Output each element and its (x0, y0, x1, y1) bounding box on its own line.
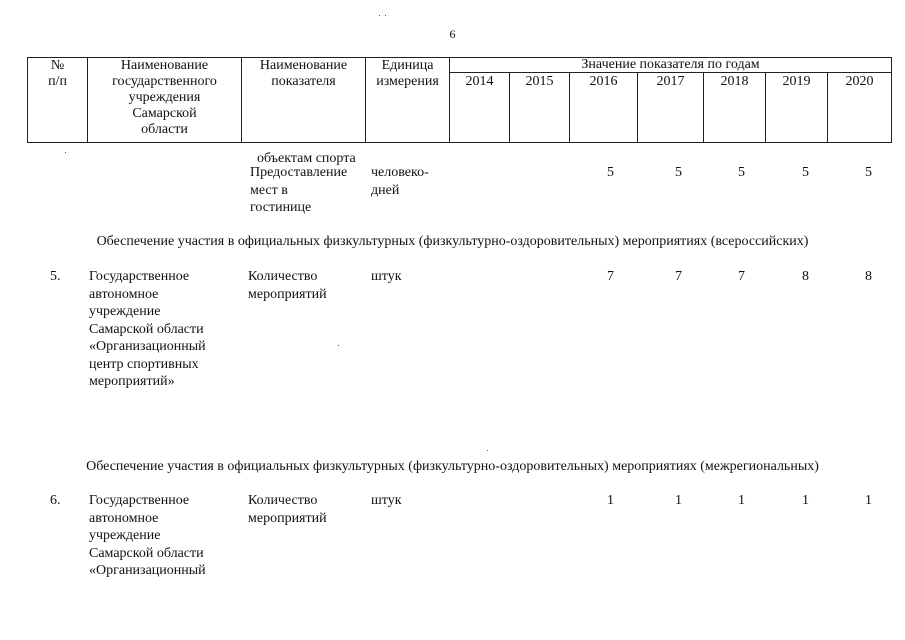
table-header (27, 57, 892, 143)
scan-speck (385, 15, 386, 16)
row-5-value-2017: 7 (675, 269, 682, 284)
page-number: 6 (449, 27, 456, 41)
row-5-num: 5. (50, 269, 61, 284)
row-5-value-2020: 8 (865, 269, 872, 284)
scan-speck (65, 152, 66, 153)
header-num (28, 58, 88, 143)
header-year: 2020 (828, 73, 892, 143)
continued-indicator-tail: объектам спорта (257, 151, 356, 166)
row-5-value-2016: 7 (607, 269, 614, 284)
continued-value-2018: 5 (738, 165, 745, 180)
header-unit-text: Единица измерения (376, 58, 439, 89)
header-unit (366, 58, 450, 143)
row-6-value-2017: 1 (675, 493, 682, 508)
row-6-unit: штук (371, 493, 402, 508)
continued-value-2017: 5 (675, 165, 682, 180)
row-6-institution: Государственное автономное учреждение Самарской области «Организационный (89, 493, 206, 578)
header-indicator-text: Наименование показателя (259, 58, 348, 89)
continued-value-2020: 5 (865, 165, 872, 180)
row-6-indicator: Количество мероприятий (248, 493, 327, 526)
row-6-value-2019: 1 (802, 493, 809, 508)
header-year: 2019 (766, 73, 828, 143)
row-5-value-2019: 8 (802, 269, 809, 284)
continued-indicator: Предоставление мест в гостинице (250, 165, 348, 215)
header-year: 2016 (570, 73, 638, 143)
row-5-institution: Государственное автономное учреждение Самарской области «Организационный центр спортивных мероприятий» (89, 269, 206, 389)
scan-speck (338, 345, 339, 346)
row-6-value-2020: 1 (865, 493, 872, 508)
continued-value-2016: 5 (607, 165, 614, 180)
header-year: 2014 (450, 73, 510, 143)
section-heading-interregional: Обеспечение участия в официальных физкультурных (физкультурно-оздоровительных) мероприятиях (межрегиональных) (86, 459, 819, 474)
continued-value-2019: 5 (802, 165, 809, 180)
row-5-value-2018: 7 (738, 269, 745, 284)
header-num-text: № п/п (48, 58, 67, 89)
row-5-indicator: Количество мероприятий (248, 269, 327, 302)
section-heading-all-russian: Обеспечение участия в официальных физкультурных (физкультурно-оздоровительных) мероприятиях (всероссийских) (96, 234, 809, 249)
header-indicator (242, 58, 366, 143)
row-5-unit: штук (371, 269, 402, 284)
header-institution (88, 58, 242, 143)
header-year: 2015 (510, 73, 570, 143)
scan-speck (487, 450, 488, 451)
continued-unit: человеко- дней (371, 165, 429, 198)
row-6-num: 6. (50, 493, 61, 508)
header-year: 2018 (704, 73, 766, 143)
row-6-value-2016: 1 (607, 493, 614, 508)
scan-speck (379, 15, 380, 16)
header-institution-text: Наименование государственного учреждения Самарской области (112, 58, 217, 137)
header-year: 2017 (638, 73, 704, 143)
header-years-group: Значение показателя по годам (450, 58, 892, 73)
row-6-value-2018: 1 (738, 493, 745, 508)
